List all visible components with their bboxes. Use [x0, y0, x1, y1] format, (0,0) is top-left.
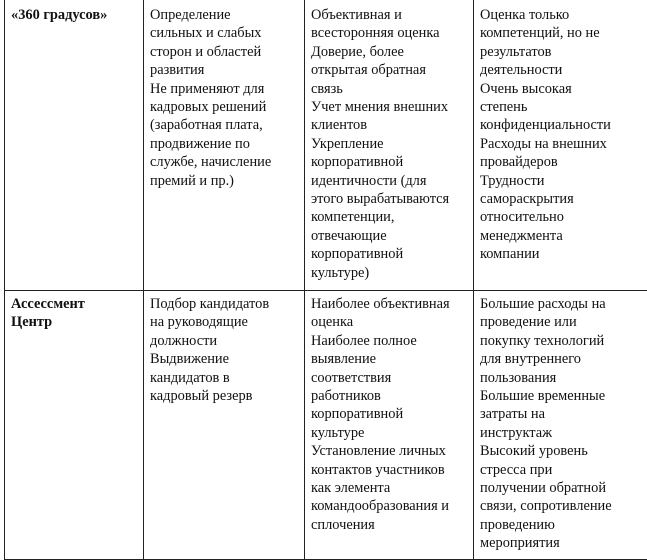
purpose-line: кадровых решений: [150, 99, 267, 116]
purpose-cell: [144, 0, 305, 291]
disadvantage-line: менеджмента: [480, 227, 563, 244]
advantage-line: Установление личных: [311, 443, 446, 460]
advantage-line: всесторонняя оценка: [311, 25, 440, 42]
disadvantage-line: инструктаж: [480, 424, 553, 441]
purpose-line: службе, начисление: [150, 154, 272, 171]
advantage-line: клиентов: [311, 117, 368, 134]
disadvantage-line: относительно: [480, 209, 564, 226]
purpose-line: кадровый резерв: [150, 388, 253, 405]
advantage-line: Наиболее полное: [311, 332, 417, 349]
advantage-line: корпоративной: [311, 246, 404, 263]
advantage-line: Укрепление: [311, 135, 384, 152]
disadvantage-line: пользования: [480, 369, 557, 386]
advantage-line: компетенции,: [311, 209, 395, 226]
purpose-cell: [144, 291, 305, 560]
purpose-line: должности: [150, 332, 218, 349]
advantages-cell: [305, 291, 474, 560]
disadvantages-cell: [474, 0, 647, 291]
disadvantage-line: самораскрытия: [480, 191, 574, 208]
disadvantage-line: Большие временные: [480, 388, 606, 405]
advantage-line: соответствия: [311, 369, 392, 386]
purpose-line: сторон и областей: [150, 43, 262, 60]
purpose-line: на руководящие: [150, 314, 248, 331]
disadvantage-line: получении обратной: [480, 480, 607, 497]
disadvantage-line: компании: [480, 246, 540, 263]
advantage-line: культуре: [311, 424, 365, 441]
disadvantage-line: Оценка только: [480, 7, 570, 23]
disadvantage-line: деятельности: [480, 62, 563, 79]
advantage-line: оценка: [311, 314, 354, 331]
method-name: «360 градусов»: [11, 7, 108, 23]
disadvantage-line: степень: [480, 99, 528, 116]
advantage-line: отвечающие: [311, 227, 387, 244]
disadvantage-line: Расходы на внешних: [480, 135, 607, 152]
advantage-line: этого вырабатываются: [311, 191, 450, 208]
method-name: Центр: [11, 314, 53, 331]
disadvantage-line: связи, сопротивление: [480, 498, 612, 515]
advantage-line: корпоративной: [311, 406, 404, 423]
disadvantage-line: покупку технологий: [480, 332, 605, 349]
purpose-line: (заработная плата,: [150, 117, 263, 134]
disadvantage-line: провайдеров: [480, 154, 558, 171]
disadvantage-line: результатов: [480, 43, 552, 60]
purpose-line: развития: [150, 62, 205, 79]
purpose-line: кандидатов в: [150, 369, 230, 386]
advantage-line: культуре): [311, 264, 370, 281]
disadvantage-line: затраты на: [480, 406, 546, 423]
purpose-line: Определение: [150, 7, 231, 23]
advantage-line: Доверие, более: [311, 43, 404, 60]
disadvantage-line: проведению: [480, 516, 555, 533]
purpose-line: премий и пр.): [150, 172, 234, 189]
disadvantage-line: Высокий уровень: [480, 443, 588, 460]
advantage-line: Объективная и: [311, 7, 402, 23]
disadvantage-line: Очень высокая: [480, 80, 572, 97]
advantage-line: сплочения: [311, 516, 375, 533]
method-cell: [5, 291, 144, 560]
advantage-line: как элемента: [311, 480, 391, 497]
advantage-line: связь: [311, 80, 343, 97]
advantage-line: Наиболее объективная: [311, 296, 450, 312]
method-cell: [5, 0, 144, 291]
advantage-line: идентичности (для: [311, 172, 427, 189]
advantage-line: Учет мнения внешних: [311, 99, 449, 116]
methods-comparison-table: [4, 0, 647, 560]
disadvantage-line: Большие расходы на: [480, 296, 606, 312]
table-row-assessment-center: [5, 291, 647, 560]
disadvantage-line: компетенций, но не: [480, 25, 600, 42]
advantage-line: корпоративной: [311, 154, 404, 171]
disadvantage-line: для внутреннего: [480, 351, 581, 368]
disadvantages-cell: [474, 291, 647, 560]
advantage-line: командообразования и: [311, 498, 450, 515]
purpose-line: Выдвижение: [150, 351, 230, 368]
advantages-cell: [305, 0, 474, 291]
disadvantage-line: мероприятия: [480, 535, 560, 552]
method-name: Ассессмент: [11, 296, 85, 312]
purpose-line: продвижение по: [150, 135, 250, 152]
purpose-line: Подбор кандидатов: [150, 296, 270, 312]
table-row-360-degrees: [5, 0, 647, 291]
purpose-line: сильных и слабых: [150, 25, 262, 42]
disadvantage-line: конфиденциальности: [480, 117, 611, 134]
advantage-line: работников: [311, 388, 381, 405]
disadvantage-line: Трудности: [480, 172, 545, 189]
disadvantage-line: проведение или: [480, 314, 577, 331]
advantage-line: контактов участников: [311, 461, 445, 478]
purpose-line: Не применяют для: [150, 80, 265, 97]
disadvantage-line: стресса при: [480, 461, 553, 478]
advantage-line: выявление: [311, 351, 377, 368]
advantage-line: открытая обратная: [311, 62, 426, 79]
